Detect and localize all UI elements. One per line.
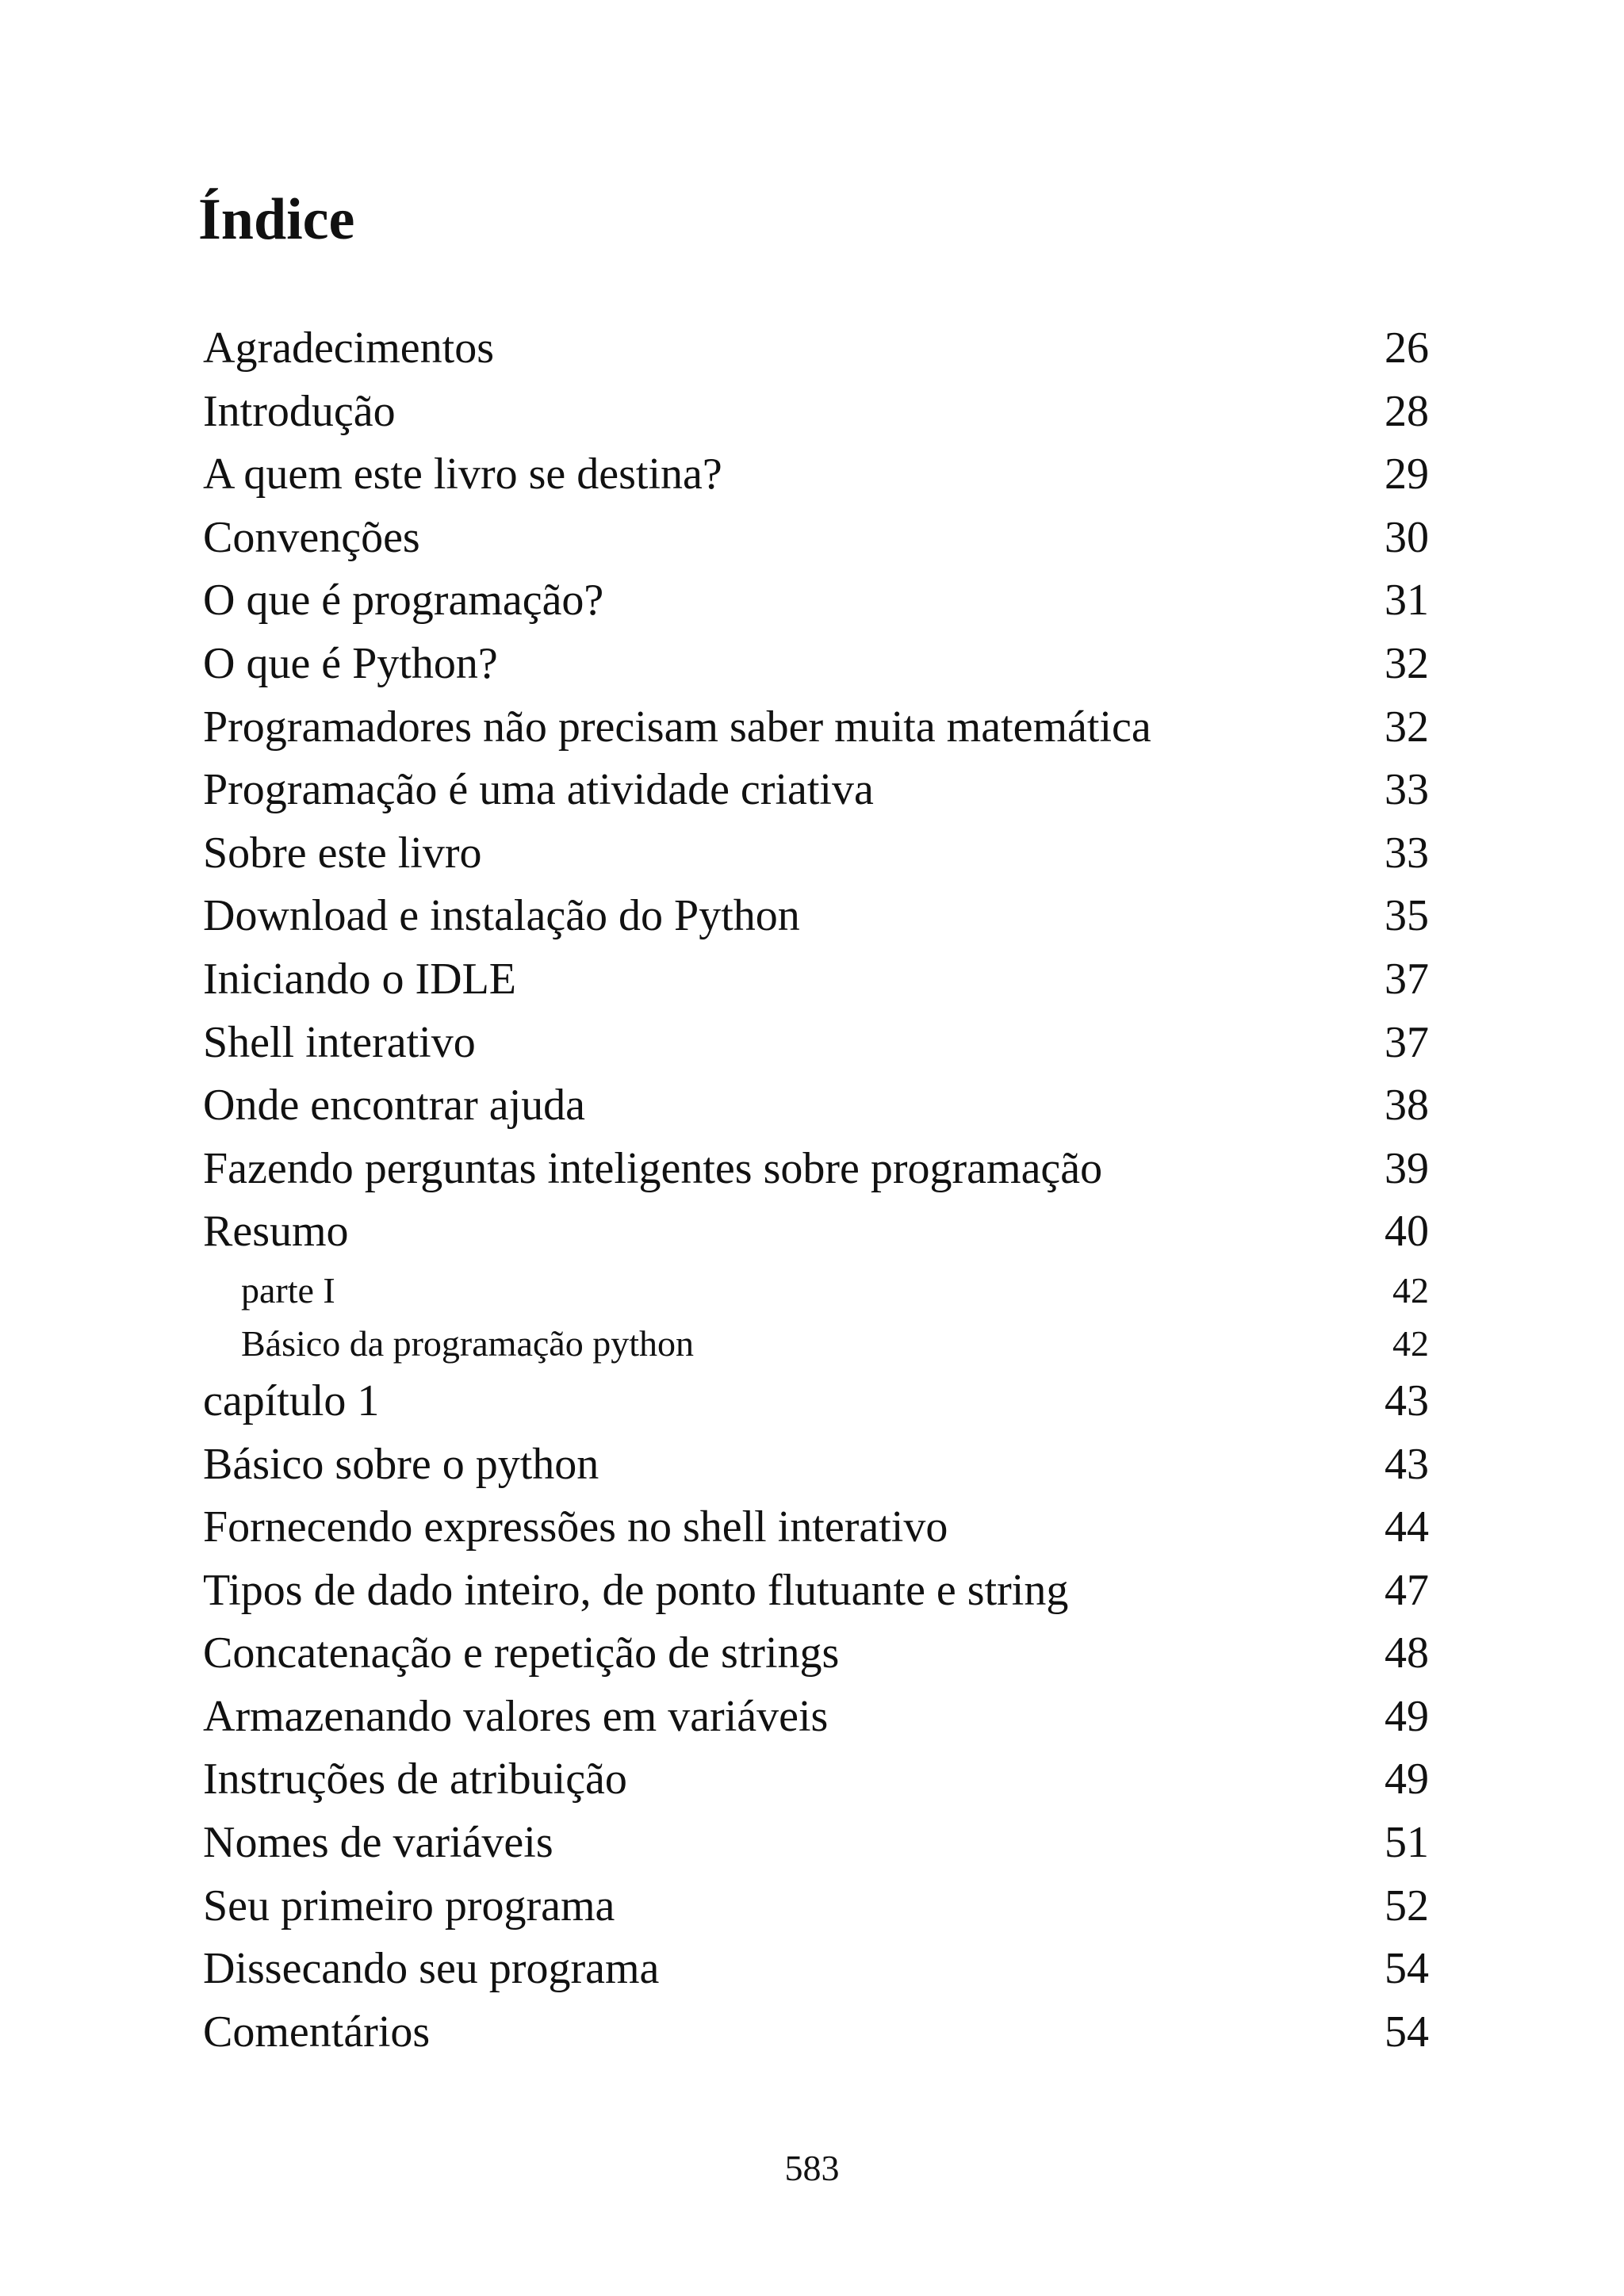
- toc-entry-page: 26: [1385, 323, 1429, 373]
- toc-entry: [203, 822, 1429, 886]
- toc-entry-page: 33: [1385, 765, 1429, 815]
- page-number: 583: [784, 2148, 840, 2188]
- toc-entry: [203, 1200, 1429, 1264]
- toc-entry: [203, 1317, 1429, 1370]
- toc-entry: [203, 1686, 1429, 1749]
- table-of-contents: [203, 317, 1429, 2064]
- toc-entry-title: Download e instalação do Python: [203, 891, 800, 941]
- toc-entry-title: Onde encontrar ajuda: [203, 1081, 585, 1131]
- toc-entry-title: O que é Python?: [203, 638, 498, 688]
- toc-entry: [203, 1264, 1429, 1317]
- toc-entry-title: Básico da programação python: [241, 1322, 694, 1364]
- toc-entry-page: 39: [1385, 1143, 1429, 1193]
- toc-entry: [203, 1012, 1429, 1075]
- toc-entry-title: Sobre este livro: [203, 828, 482, 878]
- toc-entry-page: 37: [1385, 1017, 1429, 1067]
- toc-entry-page: 35: [1385, 891, 1429, 941]
- toc-entry: [203, 948, 1429, 1012]
- toc-entry-page: 33: [1385, 828, 1429, 878]
- toc-entry-title: Resumo: [203, 1207, 349, 1257]
- toc-entry: [203, 443, 1429, 507]
- toc-entry: [203, 1938, 1429, 2001]
- toc-entry: [203, 759, 1429, 822]
- toc-entry-title: Básico sobre o python: [203, 1439, 599, 1489]
- toc-entry-title: Iniciando o IDLE: [203, 954, 516, 1004]
- toc-entry: [203, 1074, 1429, 1138]
- toc-entry: [203, 1622, 1429, 1686]
- toc-entry: [203, 1812, 1429, 1875]
- toc-entry-title: Tipos de dado inteiro, de ponto flutuante e string: [203, 1565, 1069, 1615]
- toc-entry-page: 48: [1385, 1628, 1429, 1678]
- toc-entry-page: 52: [1385, 1881, 1429, 1931]
- toc-entry-title: capítulo 1: [203, 1376, 380, 1425]
- toc-entry: [203, 1433, 1429, 1497]
- toc-entry: [203, 2001, 1429, 2064]
- toc-entry-title: Comentários: [203, 2007, 431, 2057]
- toc-entry-page: 30: [1385, 512, 1429, 562]
- toc-entry-page: 29: [1385, 450, 1429, 499]
- toc-entry-title: Fazendo perguntas inteligentes sobre programação: [203, 1143, 1103, 1193]
- toc-entry: [203, 1559, 1429, 1623]
- toc-entry-page: 49: [1385, 1755, 1429, 1804]
- toc-entry-page: 54: [1385, 2007, 1429, 2057]
- toc-entry-title: Agradecimentos: [203, 323, 494, 373]
- toc-entry-page: 31: [1385, 576, 1429, 626]
- toc-entry: [203, 1875, 1429, 1938]
- toc-entry-page: 51: [1385, 1818, 1429, 1868]
- toc-entry-title: A quem este livro se destina?: [203, 450, 722, 499]
- toc-entry: [203, 569, 1429, 633]
- toc-entry-page: 54: [1385, 1944, 1429, 1994]
- toc-entry-title: O que é programação?: [203, 576, 604, 626]
- page-title: Índice: [198, 187, 355, 252]
- toc-entry: [203, 507, 1429, 570]
- toc-entry-title: Programação é uma atividade criativa: [203, 765, 874, 815]
- toc-entry-title: Programadores não precisam saber muita matemática: [203, 702, 1151, 752]
- toc-entry-page: 37: [1385, 954, 1429, 1004]
- toc-entry: [203, 317, 1429, 381]
- toc-entry-page: 43: [1385, 1376, 1429, 1425]
- toc-entry-title: Fornecendo expressões no shell interativo: [203, 1502, 948, 1552]
- toc-entry-title: Dissecando seu programa: [203, 1944, 660, 1994]
- toc-entry-page: 47: [1385, 1565, 1429, 1615]
- toc-entry: [203, 1748, 1429, 1812]
- toc-entry: [203, 633, 1429, 696]
- toc-entry-page: 38: [1385, 1081, 1429, 1131]
- toc-entry-title: parte I: [241, 1269, 335, 1311]
- toc-entry-page: 43: [1385, 1439, 1429, 1489]
- toc-entry-title: Introdução: [203, 386, 396, 436]
- toc-entry-title: Concatenação e repetição de strings: [203, 1628, 840, 1678]
- toc-entry-page: 44: [1385, 1502, 1429, 1552]
- toc-entry-page: 42: [1392, 1322, 1429, 1364]
- toc-entry-title: Armazenando valores em variáveis: [203, 1691, 829, 1741]
- toc-entry: [203, 381, 1429, 444]
- toc-entry: [203, 696, 1429, 760]
- toc-entry-page: 42: [1392, 1269, 1429, 1311]
- toc-entry-page: 32: [1385, 702, 1429, 752]
- toc-entry-title: Instruções de atribuição: [203, 1755, 627, 1804]
- toc-entry: [203, 1370, 1429, 1433]
- toc-entry-page: 40: [1385, 1207, 1429, 1257]
- toc-entry: [203, 1138, 1429, 1201]
- toc-entry-title: Seu primeiro programa: [203, 1881, 615, 1931]
- toc-entry-page: 49: [1385, 1691, 1429, 1741]
- toc-entry-page: 28: [1385, 386, 1429, 436]
- toc-entry: [203, 1496, 1429, 1559]
- toc-entry-title: Convenções: [203, 512, 420, 562]
- toc-entry-page: 32: [1385, 638, 1429, 688]
- toc-entry: [203, 885, 1429, 948]
- toc-entry-title: Nomes de variáveis: [203, 1818, 553, 1868]
- toc-entry-title: Shell interativo: [203, 1017, 476, 1067]
